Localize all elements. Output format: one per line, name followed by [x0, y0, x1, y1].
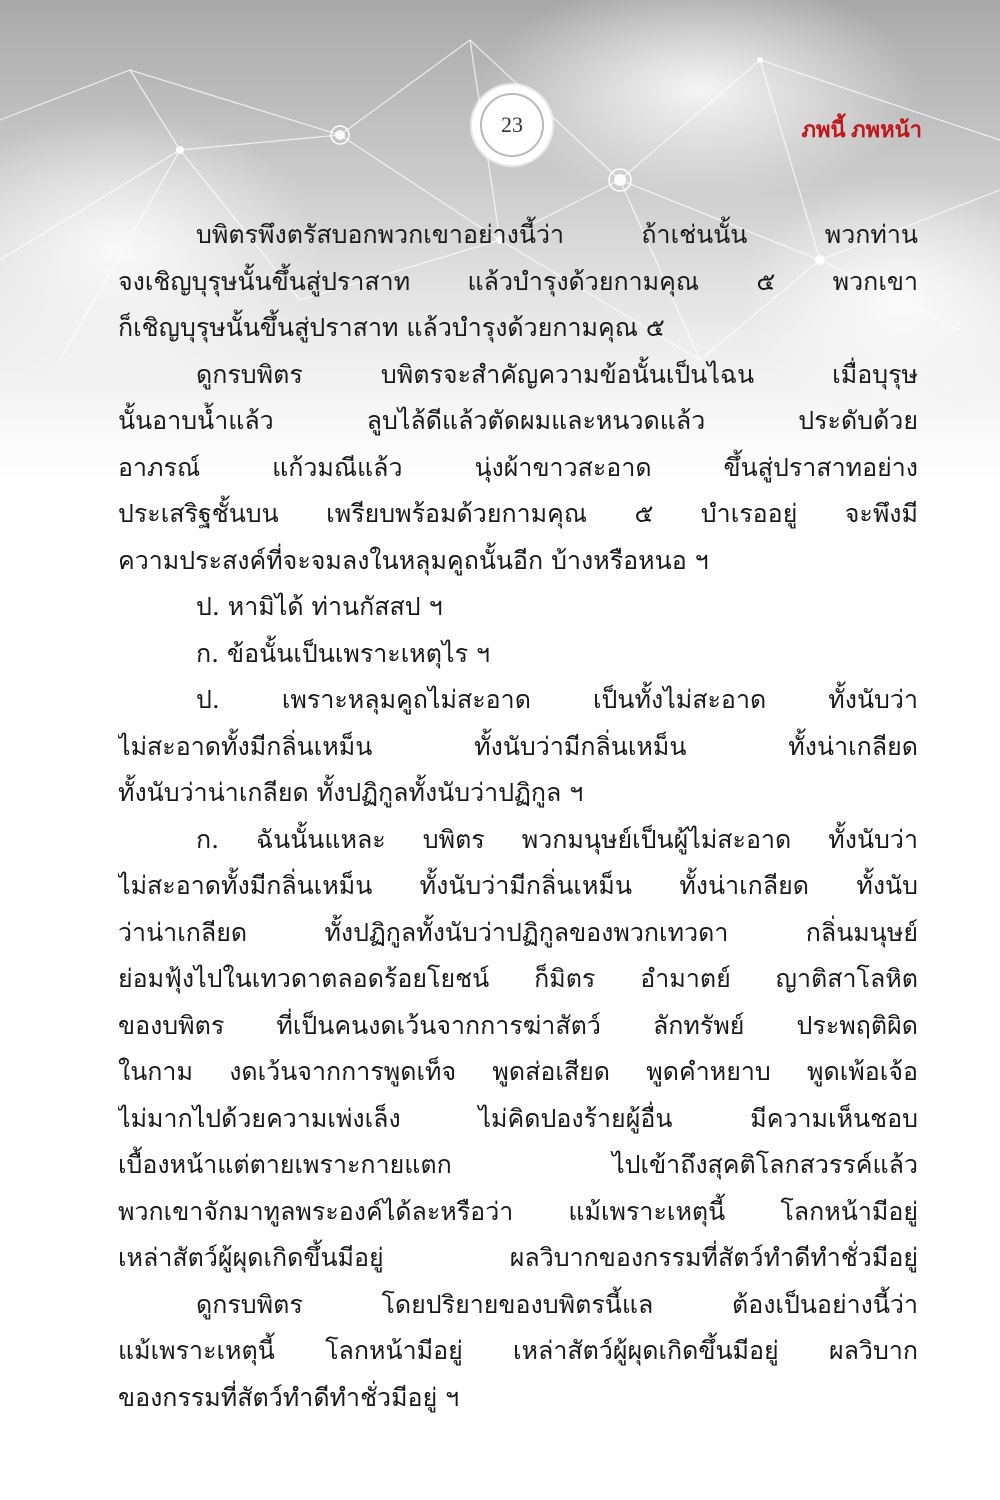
running-title: ภพนี้ ภพหน้า	[801, 117, 922, 142]
text-line: เบื้องหน้าแต่ตายเพราะกายแตก ไปเข้าถึงสุคติโลกสวรรค์แล้ว	[118, 1150, 918, 1179]
text-line: ก. ข้อนั้นเป็นเพราะเหตุไร ฯ	[196, 638, 490, 668]
text-line: พวกเขาจักมาทูลพระองค์ได้ละหรือว่า แม้เพราะเหตุนี้ โลกหน้ามีอยู่	[118, 1196, 918, 1226]
text-line: ไม่สะอาดทั้งมีกลิ่นเหม็น ทั้งนับว่ามีกลิ่นเหม็น ทั้งน่าเกลียด ทั้งนับ	[118, 871, 918, 900]
text-line: ในกาม งดเว้นจากการพูดเท็จ พูดส่อเสียด พูดคำหยาบ พูดเพ้อเจ้อ	[118, 1057, 918, 1086]
text-line: ไม่มากไปด้วยความเพ่งเล็ง ไม่คิดปองร้ายผู้อื่น มีความเห็นชอบ	[118, 1103, 918, 1133]
text-line: แม้เพราะเหตุนี้ โลกหน้ามีอยู่ เหล่าสัตว์ผู้ผุดเกิดขึ้นมีอยู่ ผลวิบาก	[118, 1336, 918, 1365]
body-text	[118, 212, 918, 1421]
text-line: ดูกรบพิตร โดยปริยายของบพิตรนี้แล ต้องเป็นอย่างนี้ว่า	[196, 1289, 918, 1319]
text-line: นั้นอาบน้ำแล้ว ลูบไล้ดีแล้วตัดผมและหนวดแล้ว ประดับด้วย	[118, 406, 918, 435]
text-line: อาภรณ์ แก้วมณีแล้ว นุ่งผ้าขาวสะอาด ขึ้นสู่ปราสาทอย่าง	[118, 452, 918, 482]
text-line: ความประสงค์ที่จะจมลงในหลุมคูถนั้นอีก บ้างหรือหนอ ฯ	[118, 545, 709, 575]
text-line: ของบพิตร ที่เป็นคนงดเว้นจากการฆ่าสัตว์ ลักทรัพย์ ประพฤติผิด	[118, 1010, 918, 1040]
text-line: ประเสริฐชั้นบน เพรียบพร้อมด้วยกามคุณ ๕ บำเรออยู่ จะพึงมี	[118, 499, 918, 528]
text-line: เหล่าสัตว์ผู้ผุดเกิดขึ้นมีอยู่ ผลวิบากของกรรมที่สัตว์ทำดีทำชั่วมีอยู่	[118, 1243, 918, 1272]
text-line: ป. หามิได้ ท่านกัสสป ฯ	[196, 592, 443, 621]
text-line: ย่อมฟุ้งไปในเทวดาตลอดร้อยโยชน์ ก็มิตร อำมาตย์ ญาติสาโลหิต	[118, 964, 918, 993]
text-line: จงเชิญบุรุษนั้นขึ้นสู่ปราสาท แล้วบำรุงด้วยกามคุณ ๕ พวกเขา	[118, 266, 918, 296]
text-line: ของกรรมที่สัตว์ทำดีทำชั่วมีอยู่ ฯ	[118, 1382, 460, 1412]
text-line: ก็เชิญบุรุษนั้นขึ้นสู่ปราสาท แล้วบำรุงด้วยกามคุณ ๕	[118, 313, 665, 342]
text-line: ดูกรบพิตร บพิตรจะสำคัญความข้อนั้นเป็นไฉน เมื่อบุรุษ	[196, 359, 918, 389]
text-line: ก. ฉันนั้นแหละ บพิตร พวกมนุษย์เป็นผู้ไม่สะอาด ทั้งนับว่า	[196, 824, 918, 854]
page-number-badge	[472, 85, 552, 165]
text-line: ไม่สะอาดทั้งมีกลิ่นเหม็น ทั้งนับว่ามีกลิ่นเหม็น ทั้งน่าเกลียด	[118, 731, 918, 761]
text-line: บพิตรพึงตรัสบอกพวกเขาอย่างนี้ว่า ถ้าเช่นนั้น พวกท่าน	[196, 220, 918, 249]
text-line: ว่าน่าเกลียด ทั้งปฏิกูลทั้งนับว่าปฏิกูลของพวกเทวดา กลิ่นมนุษย์	[118, 917, 918, 947]
text-line: ทั้งนับว่าน่าเกลียด ทั้งปฏิกูลทั้งนับว่าปฏิกูล ฯ	[118, 778, 584, 807]
page-number: 23	[480, 93, 544, 157]
text-line: ป. เพราะหลุมคูถไม่สะอาด เป็นทั้งไม่สะอาด ทั้งนับว่า	[196, 685, 918, 714]
